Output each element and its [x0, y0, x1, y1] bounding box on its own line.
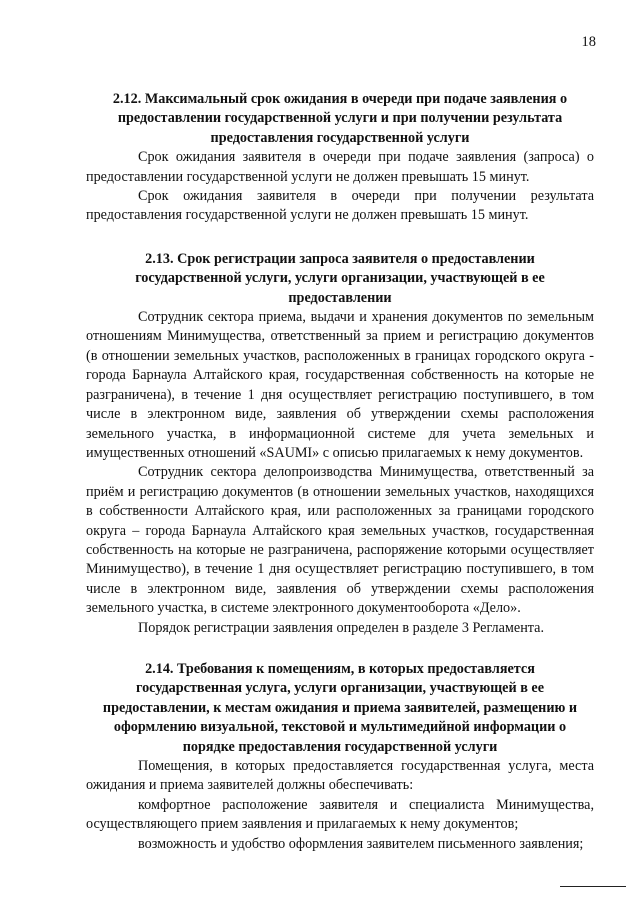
- paragraph: возможность и удобство оформления заявителем письменного заявления;: [138, 835, 584, 852]
- section-spacer: [86, 638, 594, 660]
- paragraph: Порядок регистрации заявления определен в разделе 3 Регламента.: [138, 619, 545, 636]
- document-body: [86, 90, 594, 854]
- paragraph: Сотрудник сектора приема, выдачи и хранения документов по земельным отношениям Минимущества, ответственный за прием и регистрацию документов (в отношении земельных участков, расположенных в границах городского округа - города Барнаула Алтайского края, государственная собственность на которые не разграничена), в течение 1 дня осуществляет регистрацию поступившего, в том числе в электронном виде, заявления об утверждении схемы расположения земельного участка, в информационной системе для учета земельных и имущественных отношений «SAUMI» с описью прилагаемых к нему документов.: [86, 309, 594, 461]
- section-heading: 2.13. Срок регистрации запроса заявителя о предоставлении государственной услуги, услуги организации, участвующей в ее предоставлении: [135, 250, 545, 306]
- paragraph: Помещения, в которых предоставляется государственная услуга, места ожидания и приема заявителей должны обеспечивать:: [86, 758, 594, 794]
- section-heading: 2.12. Максимальный срок ожидания в очереди при подаче заявления о предоставлении государственной услуги и при получении результата предоставления государственной услуги: [112, 91, 568, 146]
- paragraph: Срок ожидания заявителя в очереди при получении результата предоставления государственной услуги не должен превышать 15 минут.: [86, 188, 594, 224]
- section-2-13: [86, 250, 594, 638]
- section-spacer: [86, 226, 594, 250]
- section-heading: 2.14. Требования к помещениям, в которых предоставляется государственная услуга, услуги организации, участвующей в ее предоставлении, к местам ожидания и приема заявителей, размещению и оформлению визуальной, текстовой и мультимедийной информации о порядке предоставления государственной услуги: [102, 660, 578, 755]
- paragraph: Срок ожидания заявителя в очереди при подаче заявления (запроса) о предоставлении государственной услуги не должен превышать 15 минут.: [86, 149, 594, 185]
- section-2-12: [86, 90, 594, 226]
- page-number: 18: [581, 34, 596, 50]
- footer-rule: [560, 886, 626, 887]
- paragraph: комфортное расположение заявителя и специалиста Минимущества, осуществляющего прием заявления и прилагаемых к нему документов;: [86, 796, 594, 833]
- section-2-14: [86, 660, 594, 854]
- paragraph: Сотрудник сектора делопроизводства Минимущества, ответственный за приём и регистрацию документов (в отношении земельных участков, находящихся в собственности Алтайского края, или расположенных за границами городского округа – города Барнаула Алтайского края земельных участков, государственная собственность на которые не разграничена, распоряжение которыми осуществляет Минимущество), в течение 1 дня осуществляет регистрацию поступившего, в том числе в электронном виде, заявления об утверждении схемы расположения земельного участка, в системе электронного документооборота «Дело».: [86, 464, 594, 617]
